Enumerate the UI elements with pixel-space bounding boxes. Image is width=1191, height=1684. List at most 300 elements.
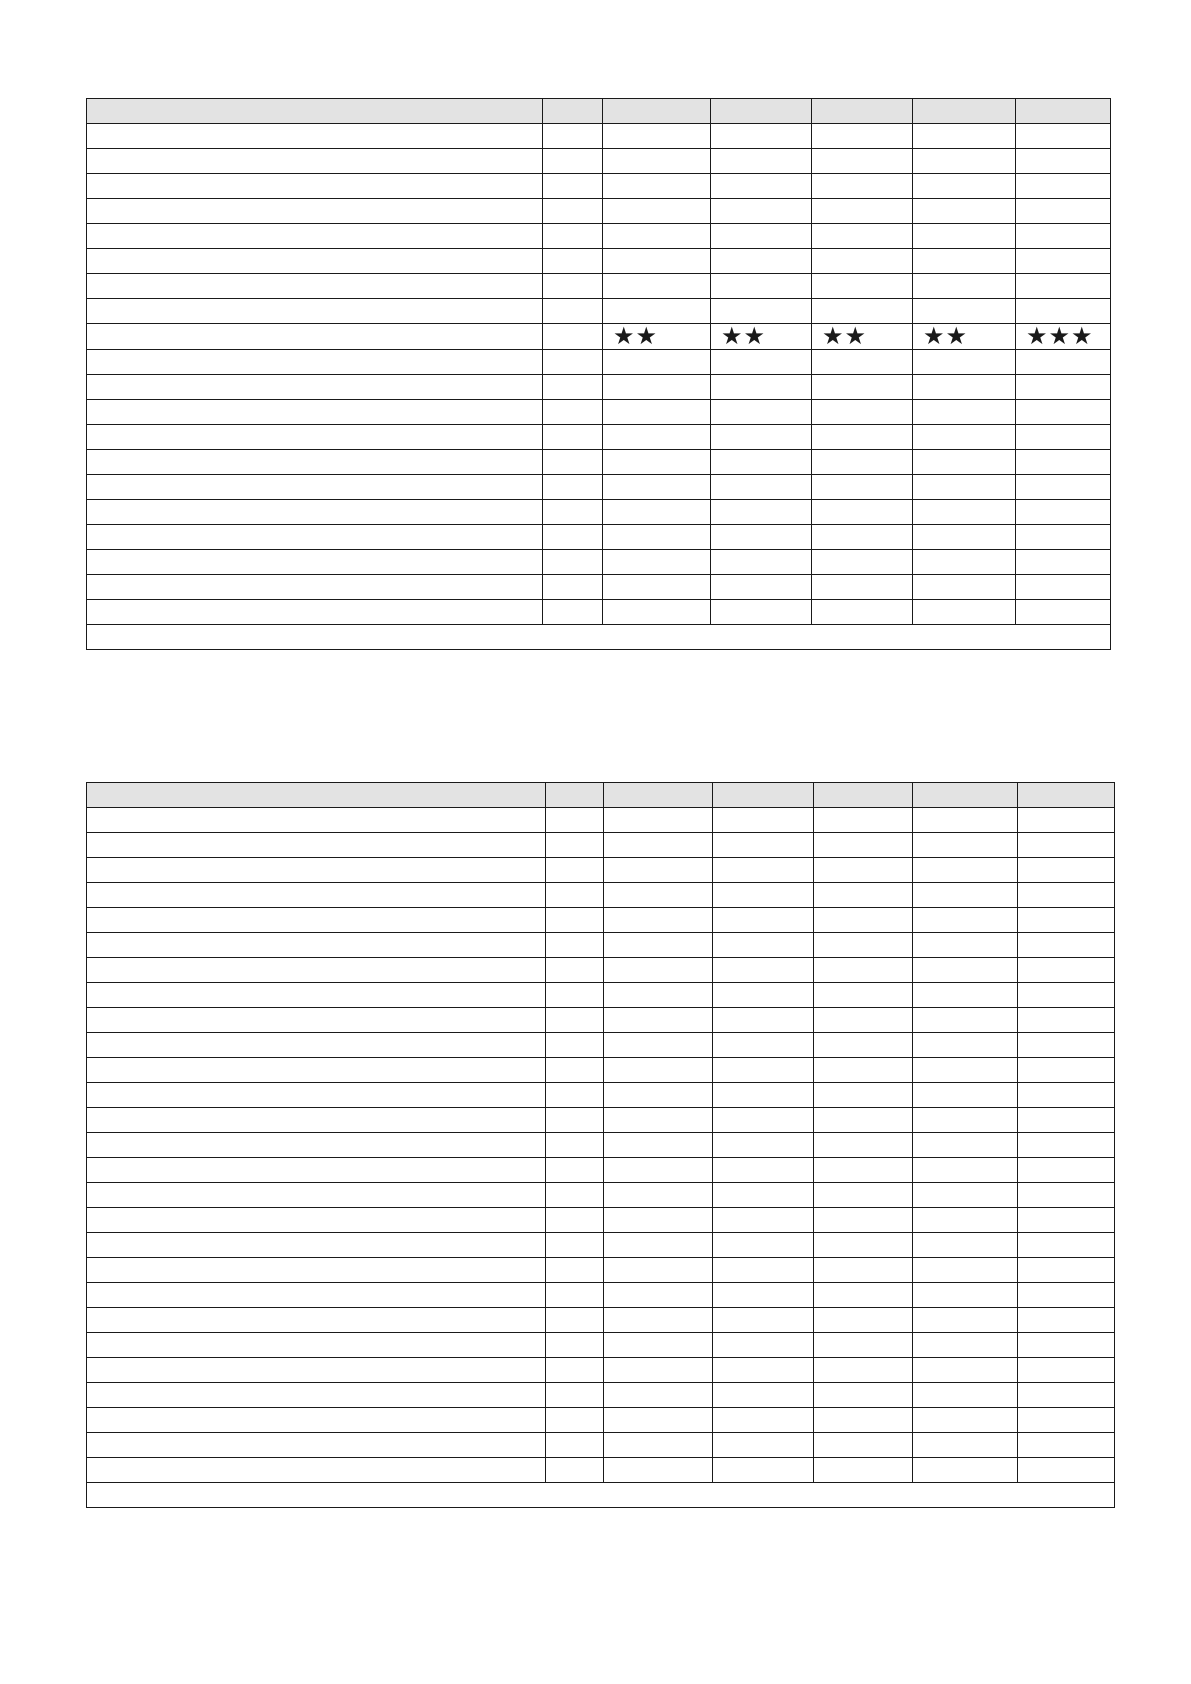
table-cell	[543, 375, 603, 400]
table-row	[87, 1108, 1115, 1133]
upper-table-body	[87, 99, 1111, 650]
table-cell	[543, 249, 603, 274]
table-cell	[546, 983, 604, 1008]
table-cell	[913, 274, 1016, 299]
table-cell	[603, 299, 711, 324]
table-row	[87, 575, 1111, 600]
table-cell	[87, 149, 543, 174]
table-cell	[713, 958, 814, 983]
table-cell	[604, 1383, 713, 1408]
table-cell	[1016, 299, 1111, 324]
table-row	[87, 174, 1111, 199]
table-cell	[1016, 425, 1111, 450]
table-cell	[913, 1083, 1018, 1108]
table-cell	[604, 1258, 713, 1283]
table-cell	[1018, 1083, 1115, 1108]
table-cell	[604, 1208, 713, 1233]
table-cell	[913, 1458, 1018, 1483]
table-cell	[604, 1408, 713, 1433]
table-cell	[1018, 933, 1115, 958]
table-cell	[713, 808, 814, 833]
table-cell	[87, 525, 543, 550]
table-cell	[603, 400, 711, 425]
table-cell	[1018, 883, 1115, 908]
table-cell	[711, 600, 812, 625]
table-cell	[913, 1108, 1018, 1133]
table-cell	[543, 500, 603, 525]
table-row	[87, 274, 1111, 299]
table-cell	[913, 1333, 1018, 1358]
table-cell	[87, 400, 543, 425]
table-cell	[603, 475, 711, 500]
table-cell	[913, 99, 1016, 124]
table-cell	[87, 1358, 546, 1383]
table-cell	[812, 99, 913, 124]
table-cell	[546, 1433, 604, 1458]
table-cell	[814, 1058, 913, 1083]
table-cell	[812, 249, 913, 274]
table-cell	[603, 174, 711, 199]
table-cell	[814, 1258, 913, 1283]
table-cell	[913, 249, 1016, 274]
table-cell	[913, 450, 1016, 475]
table-row	[87, 149, 1111, 174]
table-cell	[87, 1008, 546, 1033]
table-cell	[543, 274, 603, 299]
table-cell	[812, 375, 913, 400]
table-cell	[1018, 1108, 1115, 1133]
table-row	[87, 525, 1111, 550]
table-cell	[713, 783, 814, 808]
table-row	[87, 983, 1115, 1008]
table-cell	[546, 883, 604, 908]
table-cell	[814, 1033, 913, 1058]
table-cell	[913, 1308, 1018, 1333]
table-row	[87, 500, 1111, 525]
table-cell	[543, 224, 603, 249]
table-cell	[711, 299, 812, 324]
table-cell	[1018, 1208, 1115, 1233]
table-cell	[87, 983, 546, 1008]
table-cell	[711, 425, 812, 450]
table-cell	[812, 299, 913, 324]
table-cell	[1018, 1433, 1115, 1458]
table-cell	[603, 500, 711, 525]
table-cell	[87, 575, 543, 600]
table-row	[87, 1433, 1115, 1458]
table-cell	[1018, 908, 1115, 933]
table-cell	[546, 833, 604, 858]
table-cell	[713, 1033, 814, 1058]
table-cell	[546, 1233, 604, 1258]
table-cell	[604, 1058, 713, 1083]
table-cell	[713, 1108, 814, 1133]
table-cell	[812, 575, 913, 600]
table-row	[87, 249, 1111, 274]
table-row	[87, 224, 1111, 249]
table-cell	[603, 575, 711, 600]
table-row	[87, 1383, 1115, 1408]
table-cell	[711, 124, 812, 149]
table-cell	[814, 1133, 913, 1158]
table-cell	[546, 1408, 604, 1433]
table-cell	[711, 224, 812, 249]
table-cell	[87, 1283, 546, 1308]
table-cell	[913, 1258, 1018, 1283]
table-cell	[87, 858, 546, 883]
table-row	[87, 350, 1111, 375]
table-cell	[814, 1233, 913, 1258]
table-cell	[1018, 858, 1115, 883]
table-cell	[814, 1333, 913, 1358]
table-cell	[604, 858, 713, 883]
table-row	[87, 933, 1115, 958]
table-cell	[913, 600, 1016, 625]
table-cell	[713, 1408, 814, 1433]
table-cell	[814, 858, 913, 883]
table-cell	[1018, 1158, 1115, 1183]
table-cell	[711, 475, 812, 500]
table-cell	[546, 808, 604, 833]
table-cell	[87, 1133, 546, 1158]
table-cell	[1016, 450, 1111, 475]
table-cell	[1016, 174, 1111, 199]
table-cell	[1018, 1408, 1115, 1433]
table-cell	[1016, 550, 1111, 575]
table-cell	[814, 1108, 913, 1133]
table-row	[87, 1133, 1115, 1158]
table-cell	[87, 1233, 546, 1258]
table-cell	[814, 1158, 913, 1183]
table-cell	[546, 783, 604, 808]
table-cell	[546, 1283, 604, 1308]
table-cell	[1018, 783, 1115, 808]
table-cell	[543, 475, 603, 500]
table-cell	[543, 400, 603, 425]
table-cell	[604, 1458, 713, 1483]
table-cell	[812, 425, 913, 450]
table-cell	[603, 224, 711, 249]
table-cell	[814, 1408, 913, 1433]
table-cell	[713, 1333, 814, 1358]
table-cell	[546, 1008, 604, 1033]
table-cell	[546, 1108, 604, 1133]
table-cell	[814, 1308, 913, 1333]
table-cell	[546, 1183, 604, 1208]
table-cell	[604, 958, 713, 983]
table-cell	[814, 1383, 913, 1408]
table-cell	[87, 833, 546, 858]
table-row	[87, 958, 1115, 983]
table-cell	[713, 1458, 814, 1483]
table-cell	[1016, 350, 1111, 375]
table-cell	[1018, 1033, 1115, 1058]
header-row	[87, 783, 1115, 808]
table-cell	[1016, 124, 1111, 149]
table-cell	[604, 1158, 713, 1183]
table-cell	[604, 1233, 713, 1258]
table-cell	[543, 149, 603, 174]
table-cell	[713, 933, 814, 958]
table-cell	[546, 1083, 604, 1108]
table-cell	[711, 350, 812, 375]
table-cell	[87, 375, 543, 400]
table-cell	[546, 1258, 604, 1283]
table-cell	[812, 224, 913, 249]
table-cell	[812, 550, 913, 575]
table-cell	[603, 149, 711, 174]
table-cell	[711, 575, 812, 600]
table-row	[87, 908, 1115, 933]
table-row	[87, 1208, 1115, 1233]
table-cell	[604, 908, 713, 933]
table-cell	[603, 550, 711, 575]
table-row	[87, 124, 1111, 149]
table-cell	[913, 1358, 1018, 1383]
table-cell	[604, 1108, 713, 1133]
table-cell	[546, 1058, 604, 1083]
table-row	[87, 1083, 1115, 1108]
table-cell	[604, 933, 713, 958]
table-cell	[913, 1158, 1018, 1183]
table-cell	[87, 249, 543, 274]
table-cell	[814, 883, 913, 908]
table-row	[87, 1008, 1115, 1033]
table-cell	[543, 450, 603, 475]
table-cell	[1018, 1383, 1115, 1408]
table-cell	[1018, 983, 1115, 1008]
table-cell	[604, 1358, 713, 1383]
table-cell	[87, 1183, 546, 1208]
table-cell	[711, 400, 812, 425]
table-cell	[87, 324, 543, 350]
table-cell	[87, 299, 543, 324]
table-cell	[1018, 1358, 1115, 1383]
footer-cell	[87, 625, 1111, 650]
table-cell	[603, 99, 711, 124]
table-cell	[87, 274, 543, 299]
table-cell	[713, 883, 814, 908]
table-cell	[543, 550, 603, 575]
table-cell	[913, 1008, 1018, 1033]
table-cell	[603, 249, 711, 274]
star-rating: ★★	[711, 324, 812, 350]
table-cell	[913, 858, 1018, 883]
table-cell	[814, 833, 913, 858]
table-cell	[814, 1183, 913, 1208]
footer-row	[87, 1483, 1115, 1508]
table-cell	[1018, 833, 1115, 858]
table-row	[87, 1033, 1115, 1058]
table-cell	[913, 1033, 1018, 1058]
table-row	[87, 1283, 1115, 1308]
table-cell	[1016, 600, 1111, 625]
table-cell	[1018, 1258, 1115, 1283]
star-rating: ★★	[603, 324, 711, 350]
table-cell	[713, 1233, 814, 1258]
table-cell	[546, 933, 604, 958]
table-row	[87, 550, 1111, 575]
table-cell	[604, 983, 713, 1008]
table-row	[87, 600, 1111, 625]
table-cell	[913, 475, 1016, 500]
table-cell	[87, 174, 543, 199]
table-cell	[604, 1033, 713, 1058]
table-cell	[546, 1158, 604, 1183]
table-cell	[713, 1058, 814, 1083]
table-cell	[913, 958, 1018, 983]
table-cell	[812, 274, 913, 299]
table-cell	[604, 1133, 713, 1158]
table-cell	[87, 1383, 546, 1408]
table-cell	[543, 124, 603, 149]
table-cell	[543, 525, 603, 550]
table-cell	[913, 425, 1016, 450]
table-cell	[87, 883, 546, 908]
table-cell	[87, 1108, 546, 1133]
table-cell	[546, 1033, 604, 1058]
table-cell	[603, 525, 711, 550]
table-cell	[711, 99, 812, 124]
table-cell	[711, 450, 812, 475]
table-cell	[1018, 1308, 1115, 1333]
table-cell	[543, 174, 603, 199]
table-row	[87, 1058, 1115, 1083]
table-cell	[87, 99, 543, 124]
table-cell	[1018, 1058, 1115, 1083]
table-cell	[546, 1308, 604, 1333]
table-cell	[543, 199, 603, 224]
table-cell	[87, 425, 543, 450]
table-cell	[604, 883, 713, 908]
table-cell	[87, 1458, 546, 1483]
table-cell	[603, 450, 711, 475]
table-row	[87, 1308, 1115, 1333]
table-cell	[814, 933, 913, 958]
table-cell	[546, 1333, 604, 1358]
table-cell	[87, 224, 543, 249]
table-cell	[711, 174, 812, 199]
table-cell	[546, 1458, 604, 1483]
table-cell	[814, 1008, 913, 1033]
table-cell	[913, 550, 1016, 575]
table-cell	[913, 883, 1018, 908]
table-row	[87, 1333, 1115, 1358]
table-cell	[812, 525, 913, 550]
table-cell	[87, 450, 543, 475]
table-row	[87, 1183, 1115, 1208]
table-cell	[814, 908, 913, 933]
table-cell	[87, 475, 543, 500]
table-cell	[913, 1383, 1018, 1408]
table-cell	[546, 858, 604, 883]
table-cell	[814, 808, 913, 833]
table-cell	[1016, 99, 1111, 124]
table-cell	[546, 1358, 604, 1383]
table-cell	[812, 199, 913, 224]
table-cell	[713, 1183, 814, 1208]
table-cell	[604, 1308, 713, 1333]
table-cell	[812, 475, 913, 500]
table-cell	[87, 958, 546, 983]
table-cell	[713, 1008, 814, 1033]
table-cell	[913, 199, 1016, 224]
table-cell	[711, 199, 812, 224]
table-cell	[713, 1258, 814, 1283]
table-cell	[713, 1433, 814, 1458]
table-cell	[87, 550, 543, 575]
table-cell	[711, 375, 812, 400]
table-cell	[711, 249, 812, 274]
table-cell	[604, 1008, 713, 1033]
table-cell	[1016, 500, 1111, 525]
table-cell	[1016, 525, 1111, 550]
table-cell	[1016, 575, 1111, 600]
table-cell	[713, 1133, 814, 1158]
lower-table-body	[87, 783, 1115, 1508]
table-cell	[713, 983, 814, 1008]
table-cell	[913, 375, 1016, 400]
table-cell	[913, 1233, 1018, 1258]
table-cell	[711, 274, 812, 299]
table-cell	[543, 299, 603, 324]
table-row	[87, 858, 1115, 883]
table-row	[87, 475, 1111, 500]
table-row	[87, 1408, 1115, 1433]
table-cell	[812, 400, 913, 425]
table-cell	[913, 908, 1018, 933]
table-cell	[913, 783, 1018, 808]
table-cell	[87, 1208, 546, 1233]
table-cell	[812, 350, 913, 375]
table-cell	[546, 958, 604, 983]
table-cell	[1016, 475, 1111, 500]
table-cell	[814, 783, 913, 808]
footer-row	[87, 625, 1111, 650]
table-cell	[87, 1258, 546, 1283]
table-cell	[1018, 1458, 1115, 1483]
footer-cell	[87, 1483, 1115, 1508]
table-cell	[546, 1383, 604, 1408]
table-cell	[913, 124, 1016, 149]
table-cell	[713, 1208, 814, 1233]
table-cell	[913, 400, 1016, 425]
star-rating: ★★★	[1016, 324, 1111, 350]
star-rating: ★★	[913, 324, 1016, 350]
table-cell	[711, 500, 812, 525]
table-cell	[603, 600, 711, 625]
table-cell	[604, 1433, 713, 1458]
table-cell	[913, 1283, 1018, 1308]
table-cell	[1018, 1008, 1115, 1033]
table-row	[87, 199, 1111, 224]
table-cell	[913, 500, 1016, 525]
table-cell	[87, 1408, 546, 1433]
table-cell	[604, 808, 713, 833]
table-cell	[87, 350, 543, 375]
table-row	[87, 450, 1111, 475]
table-cell	[603, 375, 711, 400]
table-cell	[604, 1333, 713, 1358]
star-rating: ★★	[812, 324, 913, 350]
table-cell	[604, 1283, 713, 1308]
table-row	[87, 299, 1111, 324]
table-cell	[814, 1083, 913, 1108]
table-cell	[713, 1083, 814, 1108]
table-cell	[543, 575, 603, 600]
table-cell	[913, 174, 1016, 199]
table-cell	[87, 1083, 546, 1108]
